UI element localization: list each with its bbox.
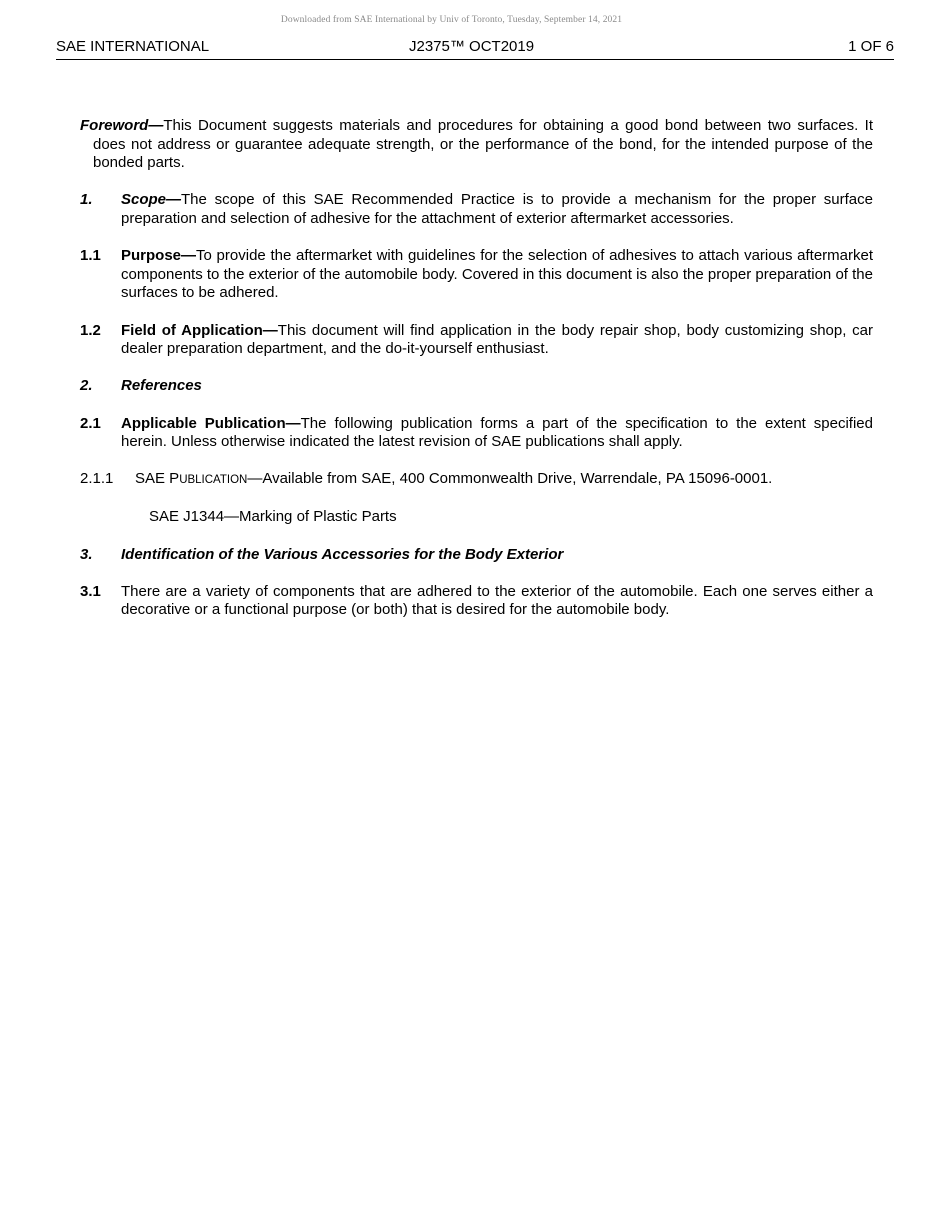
section-heading-prefix: SAE P: [135, 470, 180, 488]
section-field-of-application: [80, 322, 873, 359]
foreword-paragraph: [80, 117, 873, 173]
header-document-number: J2375™ OCT2019: [409, 38, 535, 55]
section-number: 2.1.1: [80, 470, 114, 488]
foreword-text: This Document suggests materials and procedures for obtaining a good bond between two surfaces. It does not address or guarantee adequate strength, or the performance of the bond, for the intended purpose of the bonded parts.: [93, 117, 873, 172]
section-number: 3.1: [80, 582, 101, 600]
section-text: The scope of this SAE Recommended Practice is to provide a mechanism for the proper surface preparation and selection of adhesive for the attachment of exterior aftermarket accessories.: [121, 191, 873, 227]
section-heading: Applicable Publication—: [121, 414, 301, 432]
section-text: There are a variety of components that are adhered to the exterior of the automobile. Each one serves either a decorative or a functional purpose (or both) that is desired for the automobile body.: [121, 582, 873, 619]
document-body: [80, 117, 873, 639]
page-header: [56, 38, 894, 60]
section-purpose: [80, 247, 873, 303]
section-references: [80, 377, 873, 396]
section-number: 1.1: [80, 247, 101, 265]
section-number: 3.: [80, 545, 93, 563]
section-number: 1.: [80, 191, 93, 209]
section-applicable-publication: [80, 415, 873, 452]
section-number: 1.2: [80, 321, 101, 339]
header-organization: SAE INTERNATIONAL: [56, 38, 210, 55]
section-heading: Purpose—: [121, 247, 197, 265]
section-variety: [80, 583, 873, 620]
section-identification: [80, 546, 873, 565]
section-text: To provide the aftermarket with guidelines for the selection of adhesives to attach various aftermarket components to the exterior of the automobile body. Covered in this document is also the proper preparation of the surfaces to be adhered.: [121, 247, 873, 302]
section-heading: References: [121, 377, 202, 395]
section-number: 2.1: [80, 414, 101, 432]
download-watermark: Downloaded from SAE International by Univ of Toronto, Tuesday, September 14, 2021: [280, 15, 623, 25]
section-sae-publication: [80, 470, 873, 490]
foreword-heading: Foreword—: [80, 117, 164, 134]
section-scope: [80, 191, 873, 228]
section-number: 2.: [80, 377, 93, 395]
section-heading: Field of Application—: [121, 321, 278, 339]
section-text: The following publication forms a part of the specification to the extent specified herein. Unless otherwise indicated the latest revision of SAE publications shall apply.: [121, 414, 873, 451]
section-heading-smallcaps: UBLICATION: [179, 474, 248, 487]
section-text: This document will find application in the body repair shop, body customizing shop, car dealer preparation department, and the do-it-yourself enthusiast.: [121, 321, 873, 358]
header-page-indicator: 1 OF 6: [848, 38, 894, 55]
section-heading: Identification of the Various Accessories for the Body Exterior: [121, 545, 564, 563]
section-text: —Available from SAE, 400 Commonwealth Drive, Warrendale, PA 15096-0001.: [247, 470, 773, 488]
section-heading: Scope—: [121, 191, 182, 209]
reference-item: SAE J1344—Marking of Plastic Parts: [149, 508, 397, 526]
